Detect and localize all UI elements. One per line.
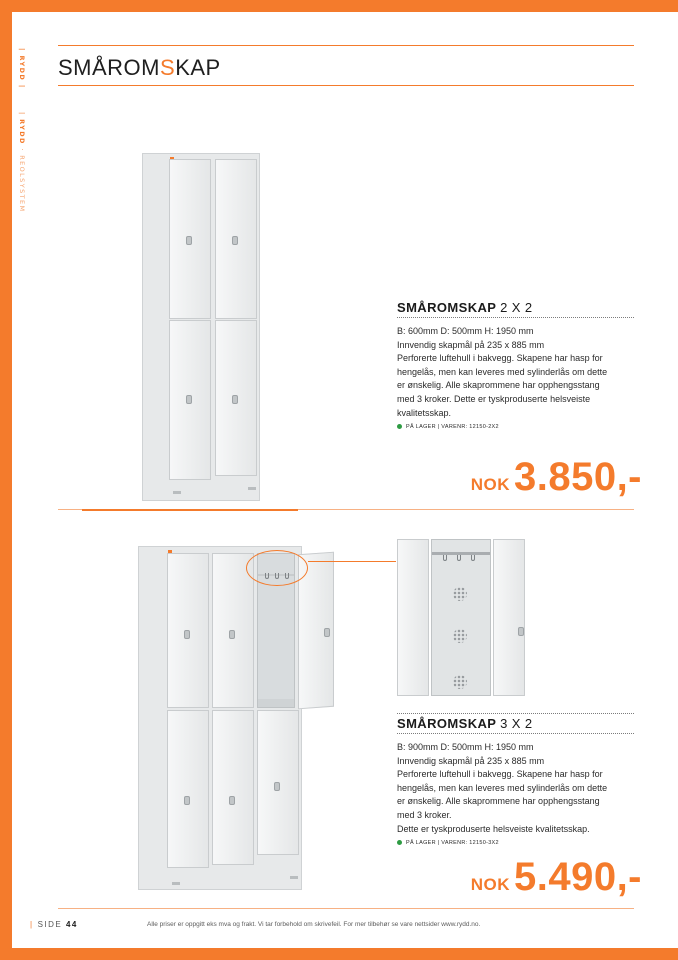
cabinet-interior-detail-image: [397, 539, 525, 696]
title-accent-letter: S: [160, 55, 176, 80]
in-stock-dot-icon: [397, 424, 402, 429]
product-1-name: SMÅROMSKAP 2 X 2: [397, 300, 533, 315]
footer-disclaimer: Alle priser er oppgitt eks mva og frakt. Vi tar forbehold om skrivefeil. For mer tilbehør se vare nettsider www.rydd.no.: [147, 921, 481, 928]
product-2-name: SMÅROMSKAP 3 X 2: [397, 716, 533, 731]
page-title: SMÅROMSKAP: [58, 55, 221, 80]
section-divider-accent: [82, 509, 298, 511]
in-stock-dot-icon: [397, 840, 402, 845]
product-2-divider: [397, 733, 634, 734]
product-2-stock: PÅ LAGER | VARENR: 12150-3X2: [397, 840, 499, 846]
detail-callout-line: [308, 561, 396, 562]
page-number: | SIDE 44: [30, 920, 78, 929]
catalog-page: [12, 12, 678, 948]
product-2-price: NOK 5.490,-: [470, 855, 642, 899]
detail-callout-circle: [246, 550, 308, 586]
product-1-stock: PÅ LAGER | VARENR: 12150-2X2: [397, 424, 499, 430]
product-2-details: B: 900mm D: 500mm H: 1950 mm Innvendig skapmål på 235 x 885 mm Perforerte luftehull i bakvegg. Skapene har hasp for hengelås, men kan leveres med sylinderlås om dette er ønskelig. Alle skaprommene har opphengsstang med 3 kroker. Dette er tyskproduserte helsveiste kvalitetsskap.: [397, 741, 637, 836]
side-sub-title: REOLSYSTEM: [18, 155, 26, 213]
side-section-tab: | RYDD · REOLSYSTEM: [18, 112, 26, 213]
cabinet-3x2-image: [138, 546, 338, 890]
product-1-divider: [397, 317, 634, 318]
product-2-dimensions: B: 900mm D: 500mm H: 1950 mm: [397, 742, 534, 752]
product-2-divider-top: [397, 713, 634, 714]
product-1-variant: 2 X 2: [500, 300, 533, 315]
side-sub-brand: RYDD: [18, 119, 26, 145]
side-brand-label: RYDD: [18, 55, 26, 82]
footer-rule: [58, 908, 634, 909]
title-top-rule: [58, 45, 634, 46]
title-bottom-rule: [58, 85, 634, 86]
product-1-dimensions: B: 600mm D: 500mm H: 1950 mm: [397, 326, 534, 336]
product-1-price: NOK 3.850,-: [470, 455, 642, 499]
product-2-variant: 3 X 2: [500, 716, 533, 731]
side-brand-tab: | RYDD |: [18, 48, 26, 89]
product-2-sku: | VARENR: 12150-3X2: [437, 840, 499, 846]
product-1-details: B: 600mm D: 500mm H: 1950 mm Innvendig skapmål på 235 x 885 mm Perforerte luftehull i bakvegg. Skapene har hasp for hengelås, men kan leveres med sylinderlås om dette er ønskelig. Alle skaprommene har opphengsstang med 3 kroker. Dette er tyskproduserte helsveiste kvalitetsskap.: [397, 325, 637, 420]
cabinet-2x2-image: [142, 153, 260, 503]
product-1-sku: | VARENR: 12150-2X2: [437, 424, 499, 430]
